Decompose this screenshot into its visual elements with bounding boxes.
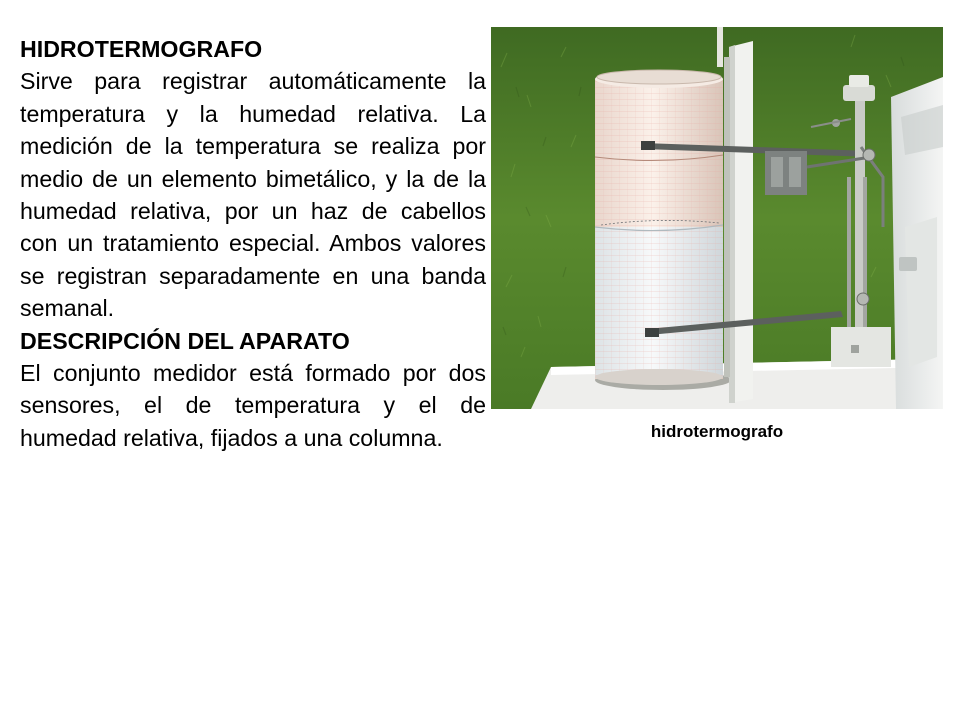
section-heading-descripcion: DESCRIPCIÓN DEL APARATO (20, 327, 350, 354)
hygrothermograph-photo (491, 27, 943, 409)
section-body-descripcion: El conjunto medidor está formado por dos sensores, el de temperatura y el de humedad relativa, fijados a una columna. (20, 360, 486, 451)
photo-caption: hidrotermografo (650, 422, 784, 441)
section-heading-hidrotermografo: HIDROTERMOGRAFO (20, 36, 263, 62)
text-block (20, 33, 486, 454)
section-body-hidrotermografo: Sirve para registrar automáticamente la temperatura y la humedad relativa. La medición de la temperatura se realiza por medio de un elemento bimetálico, y la de la humedad relativa, por un haz de cabellos con un tratamiento especial. Ambos valores se registran separadamente en una banda semanal. (20, 68, 486, 322)
